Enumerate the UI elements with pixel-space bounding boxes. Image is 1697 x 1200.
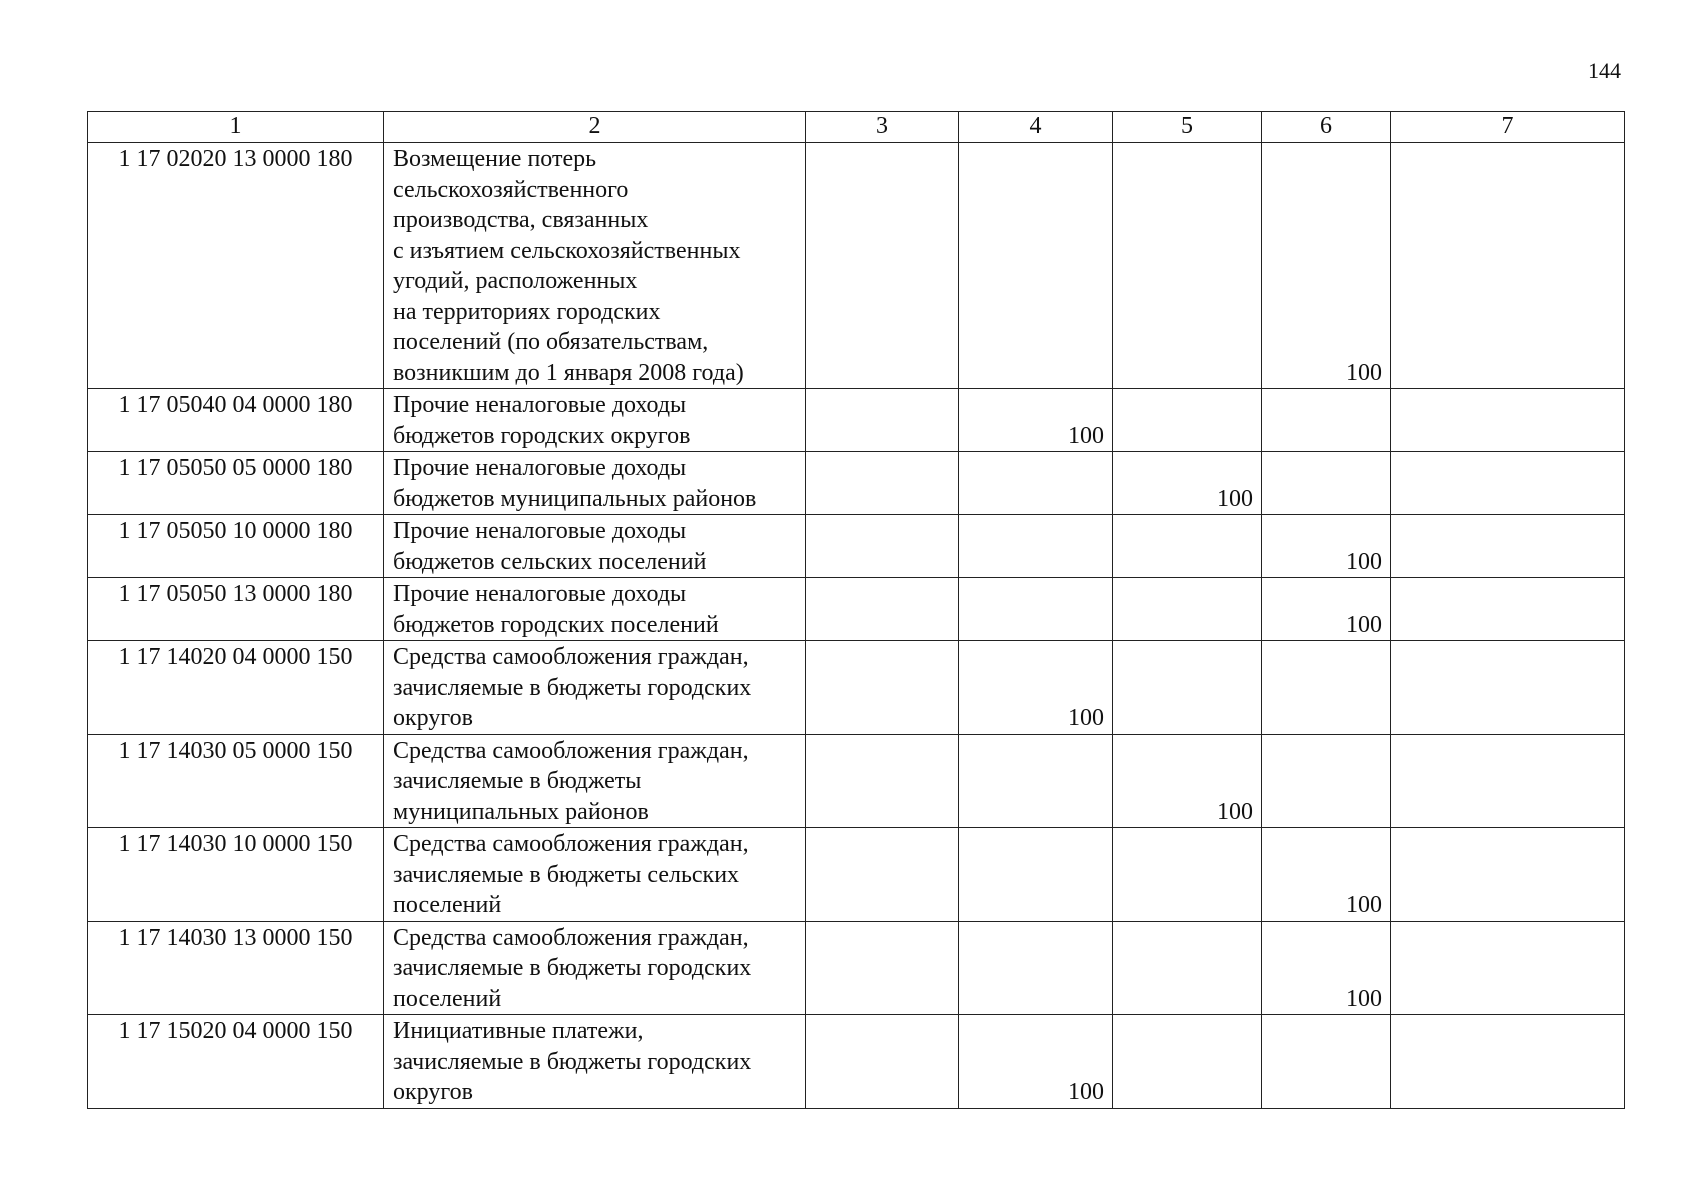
table-row bbox=[88, 452, 1625, 515]
description-cell: Прочие неналоговые доходы бюджетов городских поселений bbox=[384, 578, 806, 641]
value-cell bbox=[1113, 143, 1262, 389]
budget-code-cell: 1 17 14030 13 0000 150 bbox=[88, 921, 384, 1015]
value-cell bbox=[1113, 578, 1262, 641]
table-row bbox=[88, 578, 1625, 641]
value-cell bbox=[1391, 641, 1625, 735]
value-cell bbox=[959, 515, 1113, 578]
column-header: 5 bbox=[1113, 112, 1262, 143]
value-cell: 100 bbox=[1262, 921, 1391, 1015]
column-header: 7 bbox=[1391, 112, 1625, 143]
value-cell bbox=[1262, 734, 1391, 828]
table-row bbox=[88, 1015, 1625, 1109]
budget-code-cell: 1 17 05050 10 0000 180 bbox=[88, 515, 384, 578]
value-cell bbox=[1113, 389, 1262, 452]
value-cell bbox=[1262, 389, 1391, 452]
value-cell bbox=[959, 143, 1113, 389]
table-header-row bbox=[88, 112, 1625, 143]
description-cell: Возмещение потерь сельскохозяйственного производства, связанных с изъятием сельскохозяйственных угодий, расположенных на территориях городских поселений (по обязательствам, возникшим до 1 января 2008 года) bbox=[384, 143, 806, 389]
table-row bbox=[88, 921, 1625, 1015]
value-cell bbox=[806, 1015, 959, 1109]
budget-code-cell: 1 17 14030 10 0000 150 bbox=[88, 828, 384, 922]
value-cell bbox=[1391, 828, 1625, 922]
value-cell bbox=[806, 515, 959, 578]
value-cell: 100 bbox=[1262, 515, 1391, 578]
description-cell: Средства самообложения граждан, зачисляемые в бюджеты городских поселений bbox=[384, 921, 806, 1015]
value-cell bbox=[1113, 515, 1262, 578]
value-cell bbox=[959, 734, 1113, 828]
value-cell bbox=[959, 828, 1113, 922]
value-cell bbox=[1113, 1015, 1262, 1109]
value-cell bbox=[806, 452, 959, 515]
table-row bbox=[88, 515, 1625, 578]
description-cell: Средства самообложения граждан, зачисляемые в бюджеты муниципальных районов bbox=[384, 734, 806, 828]
budget-code-cell: 1 17 14030 05 0000 150 bbox=[88, 734, 384, 828]
value-cell bbox=[1391, 1015, 1625, 1109]
value-cell: 100 bbox=[959, 1015, 1113, 1109]
description-cell: Прочие неналоговые доходы бюджетов сельских поселений bbox=[384, 515, 806, 578]
revenue-distribution-table bbox=[87, 111, 1625, 1109]
value-cell bbox=[1391, 515, 1625, 578]
budget-code-cell: 1 17 05050 13 0000 180 bbox=[88, 578, 384, 641]
column-header: 4 bbox=[959, 112, 1113, 143]
value-cell bbox=[1262, 452, 1391, 515]
value-cell bbox=[1113, 921, 1262, 1015]
value-cell bbox=[1391, 578, 1625, 641]
value-cell bbox=[806, 828, 959, 922]
value-cell: 100 bbox=[1262, 578, 1391, 641]
value-cell bbox=[1391, 734, 1625, 828]
description-cell: Средства самообложения граждан, зачисляемые в бюджеты городских округов bbox=[384, 641, 806, 735]
description-cell: Инициативные платежи, зачисляемые в бюджеты городских округов bbox=[384, 1015, 806, 1109]
value-cell bbox=[1113, 641, 1262, 735]
value-cell bbox=[1262, 641, 1391, 735]
column-header: 1 bbox=[88, 112, 384, 143]
value-cell bbox=[806, 143, 959, 389]
column-header: 2 bbox=[384, 112, 806, 143]
value-cell bbox=[1262, 1015, 1391, 1109]
description-cell: Прочие неналоговые доходы бюджетов муниципальных районов bbox=[384, 452, 806, 515]
value-cell bbox=[806, 578, 959, 641]
table-row bbox=[88, 143, 1625, 389]
table-row bbox=[88, 389, 1625, 452]
value-cell bbox=[959, 578, 1113, 641]
budget-code-cell: 1 17 05050 05 0000 180 bbox=[88, 452, 384, 515]
value-cell bbox=[1391, 452, 1625, 515]
value-cell: 100 bbox=[1113, 452, 1262, 515]
value-cell bbox=[1391, 389, 1625, 452]
table-row bbox=[88, 641, 1625, 735]
value-cell bbox=[1113, 828, 1262, 922]
value-cell: 100 bbox=[1262, 143, 1391, 389]
value-cell bbox=[806, 734, 959, 828]
page-number: 144 bbox=[1588, 58, 1621, 83]
description-cell: Средства самообложения граждан, зачисляемые в бюджеты сельских поселений bbox=[384, 828, 806, 922]
table-row bbox=[88, 828, 1625, 922]
value-cell bbox=[959, 921, 1113, 1015]
value-cell: 100 bbox=[959, 389, 1113, 452]
value-cell bbox=[806, 641, 959, 735]
budget-code-cell: 1 17 02020 13 0000 180 bbox=[88, 143, 384, 389]
budget-code-cell: 1 17 05040 04 0000 180 bbox=[88, 389, 384, 452]
value-cell: 100 bbox=[1262, 828, 1391, 922]
value-cell: 100 bbox=[959, 641, 1113, 735]
description-cell: Прочие неналоговые доходы бюджетов городских округов bbox=[384, 389, 806, 452]
budget-code-cell: 1 17 15020 04 0000 150 bbox=[88, 1015, 384, 1109]
value-cell bbox=[959, 452, 1113, 515]
budget-code-cell: 1 17 14020 04 0000 150 bbox=[88, 641, 384, 735]
column-header: 3 bbox=[806, 112, 959, 143]
value-cell bbox=[806, 389, 959, 452]
value-cell bbox=[806, 921, 959, 1015]
value-cell: 100 bbox=[1113, 734, 1262, 828]
table-row bbox=[88, 734, 1625, 828]
column-header: 6 bbox=[1262, 112, 1391, 143]
value-cell bbox=[1391, 921, 1625, 1015]
value-cell bbox=[1391, 143, 1625, 389]
